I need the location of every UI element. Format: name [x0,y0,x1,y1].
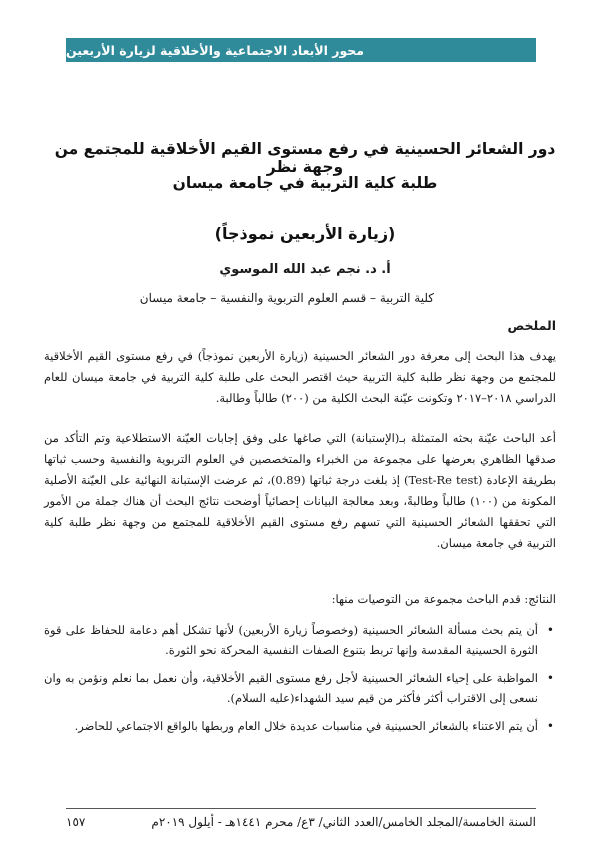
article-title-line1: دور الشعائر الحسينية في رفع مستوى القيم الأخلاقية للمجتمع من وجهة نظر [54,140,556,176]
abstract-heading: الملخص [507,318,556,333]
running-title: محور الأبعاد الاجتماعية والأخلاقية لزيارة الأربعين [66,42,365,58]
recommendation-text: المواظبة على إحياء الشعائر الحسينية لأجل رفع مستوى القيم الأخلاقية، وأن نعمل بما نعلم ونؤمن به وان نسعى إلى الاقتراب أكثر فأكثر من قيم سيد الشهداء(عليه السلام). [44,671,538,705]
list-item [44,716,556,736]
page-number: ١٥٧ [66,815,86,829]
article-subtitle: (زيارة الأربعين نموذجاً) [214,224,396,243]
header-rule [66,61,536,62]
author-affiliation: كلية التربية – قسم العلوم التربوية والنفسية – جامعة ميسان [139,291,434,305]
issue-info: السنة الخامسة/المجلد الخامس/العدد الثاني/ ٣ع/ محرم ١٤٤١هـ - أيلول ٢٠١٩م [151,815,536,829]
abstract-paragraph-1: يهدف هذا البحث إلى معرفة دور الشعائر الحسينية (زيارة الأربعين نموذجاً) في رفع مستوى القيم الأخلاقية للمجتمع من وجهة نظر طلبة كلية التربية حيث اقتصر البحث على طلبة كلية التربية في جامعة ميسان للعام الدراسي ٢٠١٨–٢٠١٧ وتكونت عيّنة البحث الكلية من (٢٠٠) طالباً وطالبة. [44,349,556,405]
page-footer [66,815,536,829]
footer-rule [66,808,536,809]
author-name: أ. د. نجم عبد الله الموسوي [219,262,391,277]
recommendations-list [44,620,556,744]
running-header [66,38,536,62]
list-item [44,620,556,660]
list-item [44,668,556,708]
findings-intro: النتائج: قدم الباحث مجموعة من التوصيات منها: [331,592,556,606]
recommendation-text: أن يتم بحث مسألة الشعائر الحسينية (وخصوصاً زيارة الأربعين) لأنها تشكل أهم دعامة للحفاظ على قوة الثورة الحسينية المقدسة وإنها تربط بتنوع الصفات النفسية المحركة نحو الثورة. [44,623,538,657]
bullet-icon: • [546,719,554,733]
article-title-line2: طلبة كلية التربية في جامعة ميسان [172,174,438,192]
recommendation-text: أن يتم الاعتناء بالشعائر الحسينية في مناسبات عديدة خلال العام وربطها بالواقع الاجتماعي للحاضر. [74,719,538,733]
abstract-paragraph-2: أعد الباحث عيّنة بحثه المتمثلة بـ(الإستبانة) التي صاغها على وفق إجابات العيّنة الاستطلاعية وتم التأكد من صدقها الظاهري بعرضها على مجموعة من الخبراء والمتخصصين في العلوم التربوية والنفسية وحسب ثباتها بطريقة الإعادة (Test-Re test) إذ بلغت درجة ثباتها (0.89)، ثم عرضت الإستبانة النهائية على العيّنة الأصلية المكونة من (١٠٠) طالباً وطالبةً، وبعد معالجة البيانات إحصائياً أوضحت نتائج البحث أن هناك جملة من الأمور التي تحققها الشعائر الحسينية التي تسهم رفع مستوى القيم الأخلاقية للمجتمع من وجهة نظر طلبة كلية التربية في جامعة ميسان. [44,431,557,550]
bullet-icon: • [546,671,554,685]
bullet-icon: • [546,623,554,637]
